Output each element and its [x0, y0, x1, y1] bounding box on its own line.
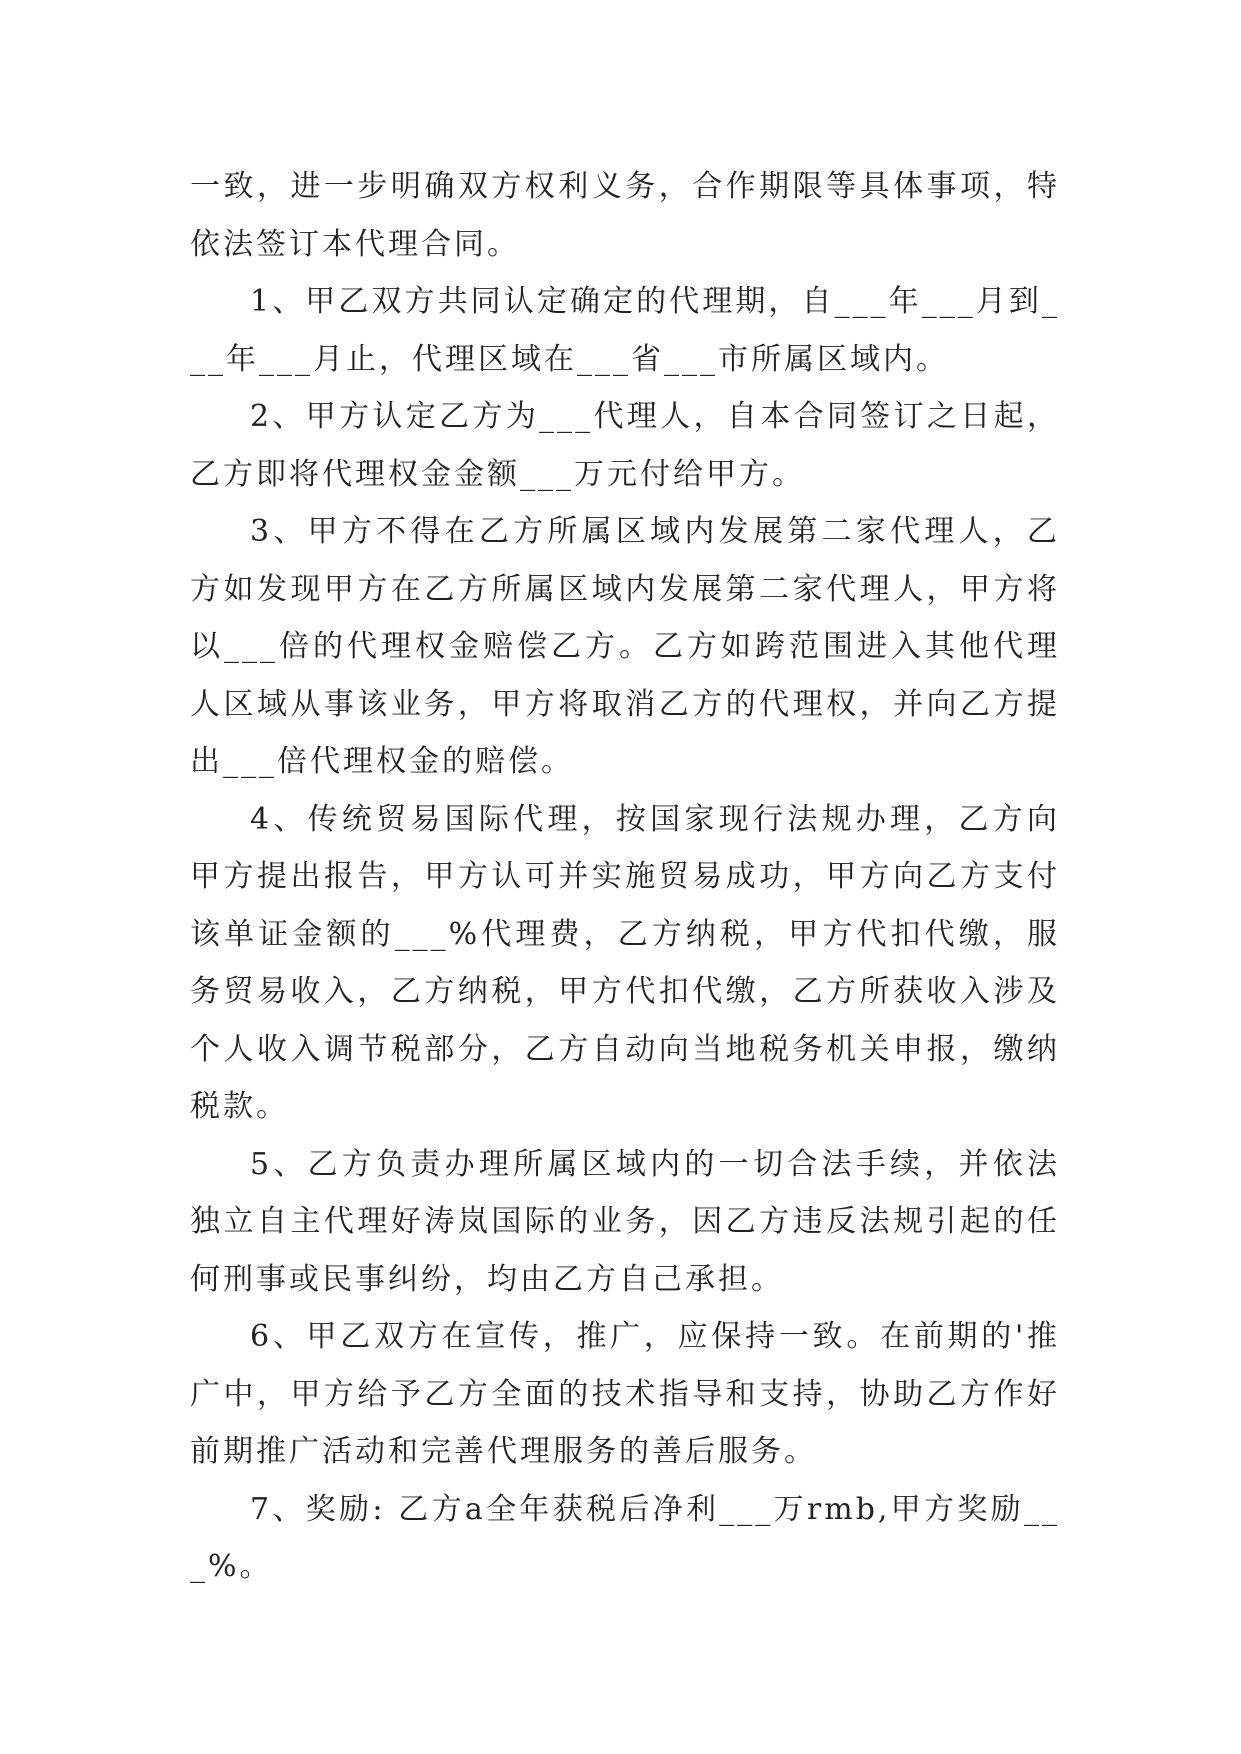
clause-4: 4、传统贸易国际代理，按国家现行法规办理，乙方向甲方提出报告，甲方认可并实施贸易成功，甲方向乙方支付该单证金额的___%代理费，乙方纳税，甲方代扣代缴，服务贸易收入，乙方纳税，甲方代扣代缴，乙方所获收入涉及个人收入调节税部分，乙方自动向当地税务机关申报，缴纳税款。: [190, 801, 1060, 1124]
clause-5: 5、乙方负责办理所属区域内的一切合法手续，并依法独立自主代理好涛岚国际的业务，因乙方违反法规引起的任何刑事或民事纠纷，均由乙方自己承担。: [190, 1146, 1060, 1297]
clause-2: 2、甲方认定乙方为___代理人，自本合同签订之日起，乙方即将代理权金金额___万元付给甲方。: [190, 399, 1060, 492]
clause-6: 6、甲乙双方在宣传，推广，应保持一致。在前期的'推广中，甲方给予乙方全面的技术指导和支持，协助乙方作好前期推广活动和完善代理服务的善后服务。: [190, 1319, 1060, 1469]
clause-1: 1、甲乙双方共同认定确定的代理期，自___年___月到___年___月止，代理区域在___省___市所属区域内。: [190, 284, 1060, 377]
document-body: [190, 158, 1060, 1596]
clause-3: 3、甲方不得在乙方所属区域内发展第二家代理人，乙方如发现甲方在乙方所属区域内发展第二家代理人，甲方将以___倍的代理权金赔偿乙方。乙方如跨范围进入其他代理人区域从事该业务，甲方将取消乙方的代理权，并向乙方提出___倍代理权金的赔偿。: [190, 514, 1060, 779]
clause-7: 7、奖励: 乙方a全年获税后净利___万rmb,甲方奖励___%。: [190, 1491, 1060, 1584]
paragraph-continuation: 一致，进一步明确双方权利义务，合作期限等具体事项，特依法签订本代理合同。: [190, 169, 1060, 262]
